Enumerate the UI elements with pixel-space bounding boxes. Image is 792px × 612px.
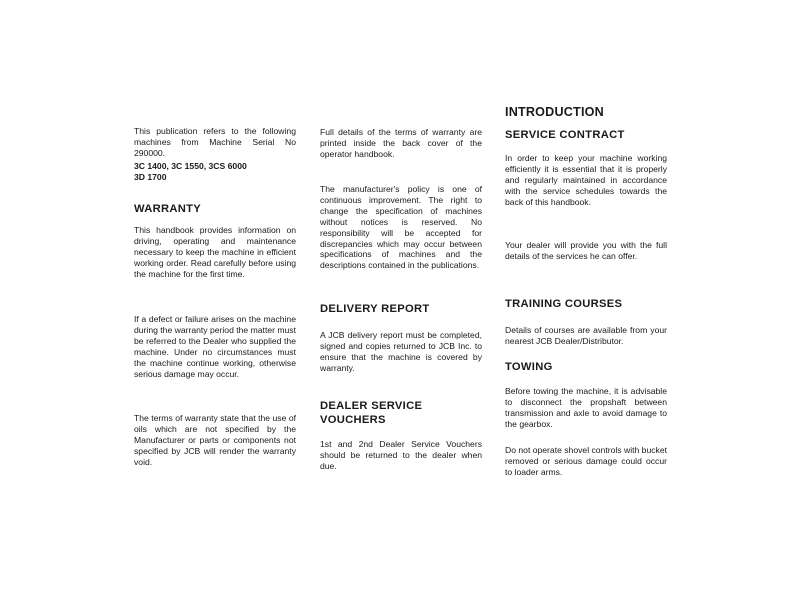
warranty-heading: WARRANTY (134, 203, 202, 215)
column-left (134, 0, 296, 612)
column-right (505, 0, 667, 612)
introduction-title: INTRODUCTION (505, 105, 604, 119)
publication-intro: This publication refers to the following machines from Machine Serial No 290000. (134, 126, 296, 158)
warranty-paragraph-1: This handbook provides information on driving, operating and maintenance necessary to keep the machine in efficient working order. Read carefully before using the machine for the first time. (134, 225, 296, 279)
dealer-vouchers-text: 1st and 2nd Dealer Service Vouchers should be returned to the dealer when due. (320, 439, 482, 471)
towing-paragraph-1: Before towing the machine, it is advisable to disconnect the propshaft between transmission and axle to avoid damage to the gearbox. (505, 386, 667, 429)
delivery-report-heading: DELIVERY REPORT (320, 303, 430, 315)
service-contract-heading: SERVICE CONTRACT (505, 129, 625, 141)
towing-heading: TOWING (505, 361, 553, 373)
delivery-report-text: A JCB delivery report must be completed, signed and copies returned to JCB Inc. to ensure that the machine is covered by warranty. (320, 330, 482, 373)
column-middle (320, 0, 482, 612)
service-contract-paragraph-2: Your dealer will provide you with the full details of the services he can offer. (505, 240, 667, 261)
dealer-vouchers-heading (320, 399, 482, 427)
warranty-full-details: Full details of the terms of warranty are printed inside the back cover of the operator handbook. (320, 127, 482, 159)
training-courses-heading: TRAINING COURSES (505, 298, 623, 310)
vouchers-heading-line-1: DEALER SERVICE (320, 400, 423, 412)
warranty-paragraph-3: The terms of warranty state that the use of oils which are not specified by the Manufacturer or parts or components not specified by JCB will render the warranty void. (134, 413, 296, 467)
warranty-paragraph-2: If a defect or failure arises on the machine during the warranty period the matter must be referred to the Dealer who supplied the machine. Under no circumstances must the machine continue working, otherwise serious damage may occur. (134, 314, 296, 379)
improvement-policy: The manufacturer's policy is one of continuous improvement. The right to change the specification of machines without notices is reserved. No responsibility will be accepted for discrepancies which may occur between specifications of machines and the descriptions contained in the publications. (320, 184, 482, 271)
models-line-2: 3D 1700 (134, 171, 167, 182)
towing-paragraph-2: Do not operate shovel controls with bucket removed or serious damage could occur to loader arms. (505, 445, 667, 477)
models-line-1: 3C 1400, 3C 1550, 3CS 6000 (134, 161, 247, 171)
vouchers-heading-line-2: VOUCHERS (320, 414, 386, 426)
machine-models (134, 161, 296, 183)
service-contract-paragraph-1: In order to keep your machine working efficiently it is essential that it is properly and regularly maintained in accordance with the service schedules towards the back of this handbook. (505, 153, 667, 207)
training-courses-text: Details of courses are available from your nearest JCB Dealer/Distributor. (505, 325, 667, 346)
